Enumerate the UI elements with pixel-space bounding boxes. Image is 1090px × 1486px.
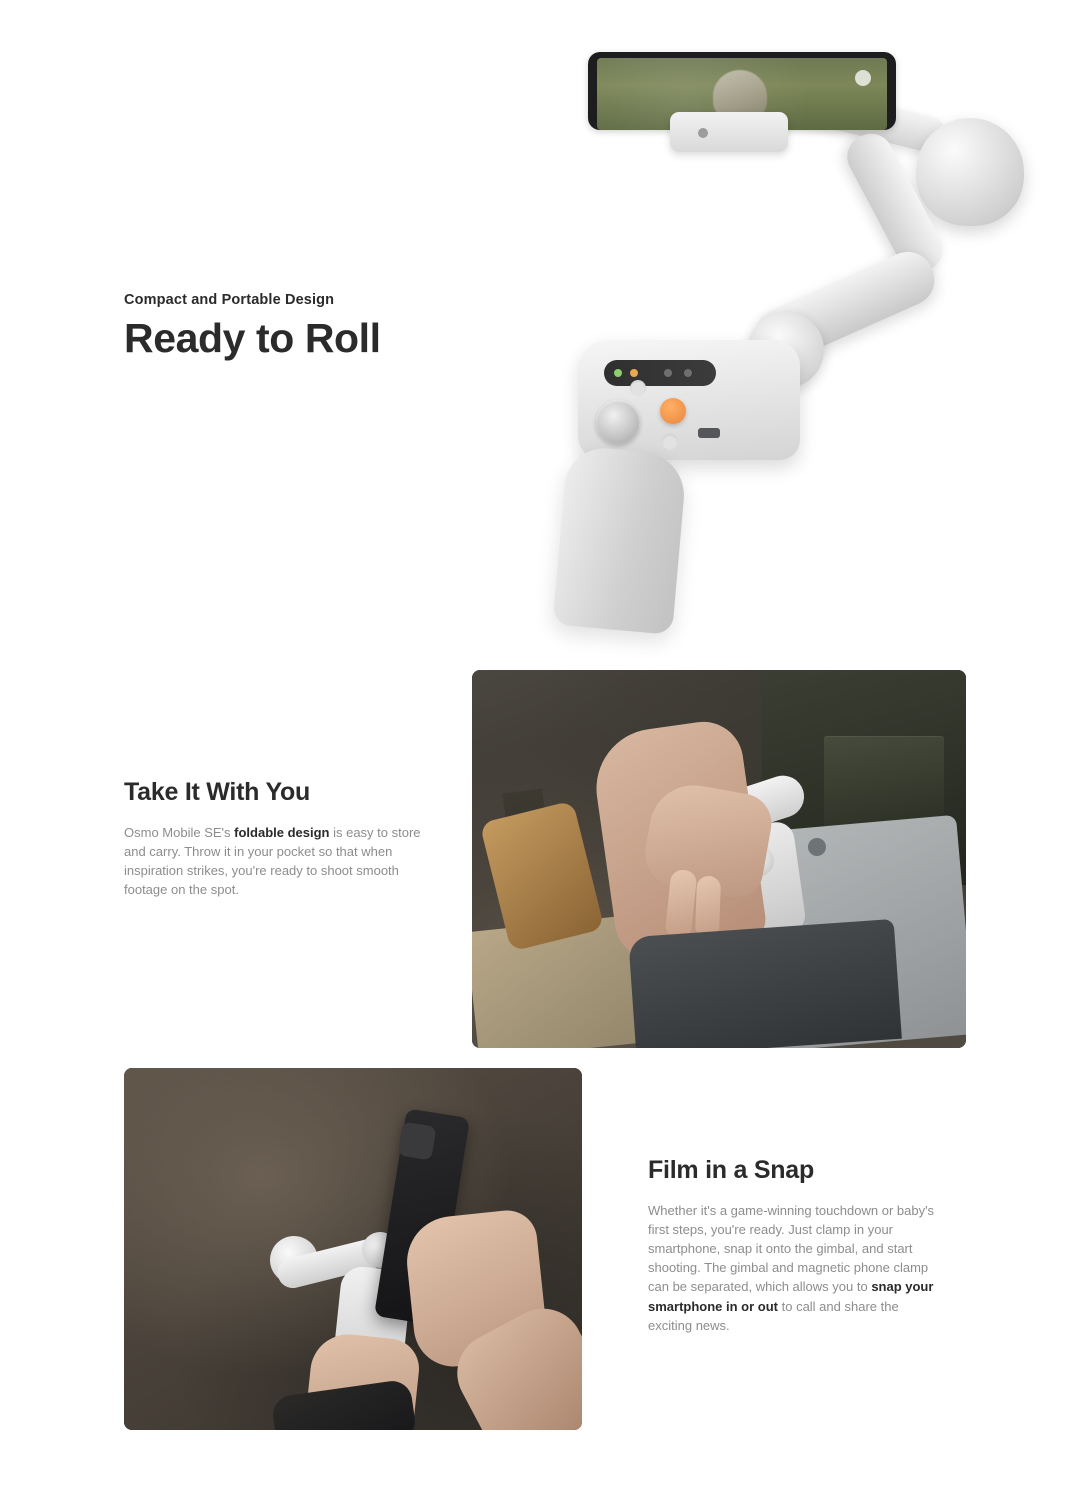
body-part-bold: foldable design [234,825,330,840]
section-body-2 [648,1201,938,1335]
status-led-off [664,369,672,377]
section-body [124,823,424,899]
body-part-bold-2: snap your smartphone in or out [648,1279,934,1314]
section-image-film-in-a-snap [124,1068,582,1430]
gimbal-pan-motor [916,118,1024,226]
page-title: Ready to Roll [124,315,381,361]
hero-section [0,0,1090,640]
clamp-hinge-icon [698,128,708,138]
status-led-amber [630,369,638,377]
section-take-it-with-you [0,640,1090,1040]
status-led-off-2 [684,369,692,377]
body-part-plain-4: to call and share the exciting news. [648,1298,899,1333]
section-title-2: Film in a Snap [648,1156,814,1184]
hero-text-block [124,292,544,361]
photo-finger-2 [695,876,721,939]
usb-port-icon [698,428,720,438]
hero-product-image [520,30,1080,630]
photo2-phone-camera-icon [398,1122,437,1161]
body-part-plain-2: is easy to store and carry. Throw it in your pocket so that when inspiration strikes, you're ready to shoot smooth footage on the spot. [124,825,421,898]
hero-eyebrow: Compact and Portable Design [124,292,335,308]
section-text-block [124,778,424,899]
gimbal-handle [552,445,687,635]
mode-button-icon [662,434,678,450]
section-text-block-2 [648,1156,938,1335]
body-part-plain-3: Whether it's a game-winning touchdown or baby's first steps, you're ready. Just clamp in your smartphone, snap it onto the gimbal, and start shooting. The gimbal and magnetic phone clamp can be separated, which allows you to [648,1203,935,1295]
photo-jacket-pocket [824,736,944,828]
section-image-take-it-with-you [472,670,966,1048]
power-button-icon [630,380,646,396]
record-button-icon [660,398,686,424]
body-part-plain: Osmo Mobile SE's [124,825,235,840]
section-film-in-a-snap [0,1040,1090,1486]
phone-screen-shutter-icon [855,70,871,86]
photo-bag-button-icon [808,838,826,856]
phone-clamp [670,112,788,152]
photo-bag-front [628,919,902,1048]
status-led-green [614,369,622,377]
joystick-control [596,400,640,444]
section-title: Take It With You [124,778,311,806]
gimbal-control-panel [604,360,716,386]
